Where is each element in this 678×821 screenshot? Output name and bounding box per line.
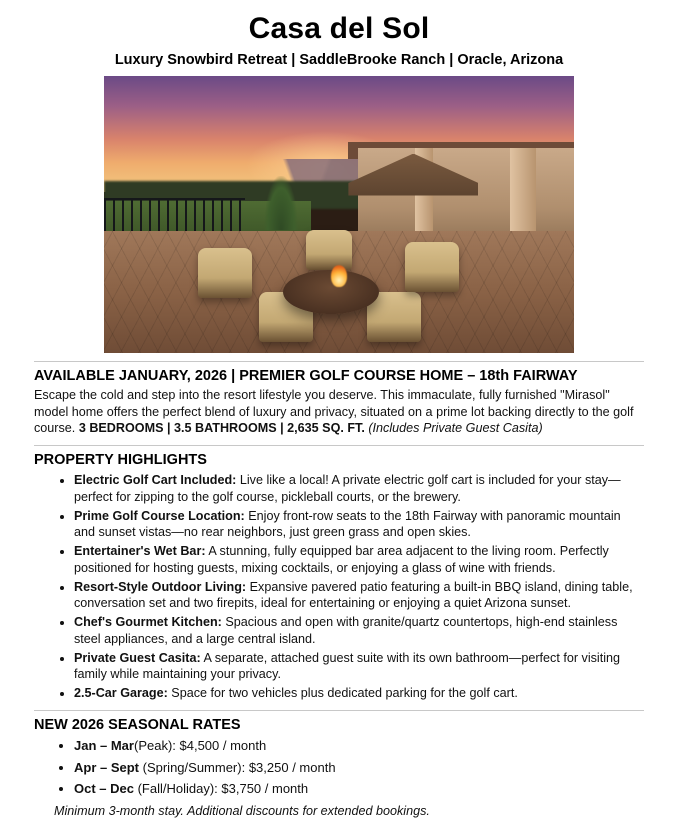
patio-chair <box>198 248 252 298</box>
property-specs-note: (Includes Private Guest Casita) <box>368 421 543 436</box>
page-subtitle: Luxury Snowbird Retreat | SaddleBrooke Ranch | Oracle, Arizona <box>114 52 564 68</box>
rate-period: Jan – Mar <box>74 737 134 753</box>
rates-note: Minimum 3-month stay. Additional discounts for extended bookings. <box>54 804 430 819</box>
list-item <box>74 508 644 541</box>
list-item <box>74 685 644 702</box>
highlight-label: Electric Golf Cart Included: <box>74 473 237 488</box>
availability-description: Escape the cold and step into the resort lifestyle you deserve. This immaculate, fully furnished "Mirasol" model home offers the perfect blend of luxury and privacy, situated on a prime lot backing directly to the golf course. <box>34 388 634 436</box>
rate-detail: (Fall/Holiday): $3,750 / month <box>133 781 309 797</box>
highlight-text: Spacious and open with granite/quartz countertops, high-end stainless steel appliances, and a large central island. <box>74 615 618 646</box>
list-item <box>74 759 644 778</box>
rate-period: Apr – Sept <box>74 759 140 775</box>
highlights-list <box>34 472 644 702</box>
hero-image-container <box>34 76 644 353</box>
highlight-text: Enjoy front-row seats to the 18th Fairway with panoramic mountain and sunset vistas—no rear neighbors, just green grass and open skies. <box>74 508 621 540</box>
highlight-label: 2.5-Car Garage: <box>74 686 168 701</box>
list-item <box>74 614 644 647</box>
patio-photo <box>104 76 574 353</box>
rates-heading: NEW 2026 SEASONAL RATES <box>34 716 241 733</box>
shrub <box>264 176 298 230</box>
list-item <box>74 650 644 683</box>
list-item <box>74 543 644 576</box>
patio-chair <box>405 242 459 292</box>
rate-period: Oct – Dec <box>74 781 134 797</box>
list-item <box>74 737 644 756</box>
rates-list <box>34 737 644 821</box>
rate-detail: (Peak): $4,500 / month <box>133 737 267 753</box>
availability-paragraph <box>34 387 644 437</box>
property-specs: 3 BEDROOMS | 3.5 BATHROOMS | 2,635 SQ. FT. <box>78 421 365 436</box>
divider <box>34 445 644 446</box>
list-item <box>74 780 644 799</box>
highlight-text: A stunning, fully equipped bar area adjacent to the living room. Perfectly positioned for hosting guests, mixing cocktails, or enjoying a glass of wine with friends. <box>74 544 609 575</box>
highlight-label: Entertainer's Wet Bar: <box>74 544 206 559</box>
highlight-label: Chef's Gourmet Kitchen: <box>74 615 222 630</box>
rate-detail: (Spring/Summer): $3,250 / month <box>139 759 336 775</box>
highlight-label: Prime Golf Course Location: <box>74 508 245 523</box>
list-item <box>74 579 644 612</box>
divider <box>34 710 644 711</box>
page-title: Casa del Sol <box>248 12 430 45</box>
highlight-text: A separate, attached guest suite with its own bathroom—perfect for visiting family while maintaining your privacy. <box>74 650 621 682</box>
availability-headline: AVAILABLE JANUARY, 2026 | PREMIER GOLF COURSE HOME – 18th FAIRWAY <box>34 368 578 384</box>
highlights-heading: PROPERTY HIGHLIGHTS <box>34 452 207 469</box>
flame-icon <box>331 265 347 287</box>
list-item <box>54 802 644 821</box>
divider <box>34 361 644 362</box>
highlight-label: Private Guest Casita: <box>74 650 201 665</box>
list-item <box>74 472 644 505</box>
highlight-label: Resort-Style Outdoor Living: <box>74 579 247 594</box>
highlight-text: Space for two vehicles plus dedicated parking for the golf cart. <box>167 686 518 701</box>
patio-chair <box>306 230 352 270</box>
highlight-text: Live like a local! A private electric golf cart is included for your stay—perfect for zipping to the golf course, pickleball courts, or the brewery. <box>74 473 621 504</box>
highlight-text: Expansive pavered patio featuring a built-in BBQ island, dining table, conversation set and two firepits, ideal for entertaining or enjoying a quiet Arizona sunset. <box>74 579 633 611</box>
